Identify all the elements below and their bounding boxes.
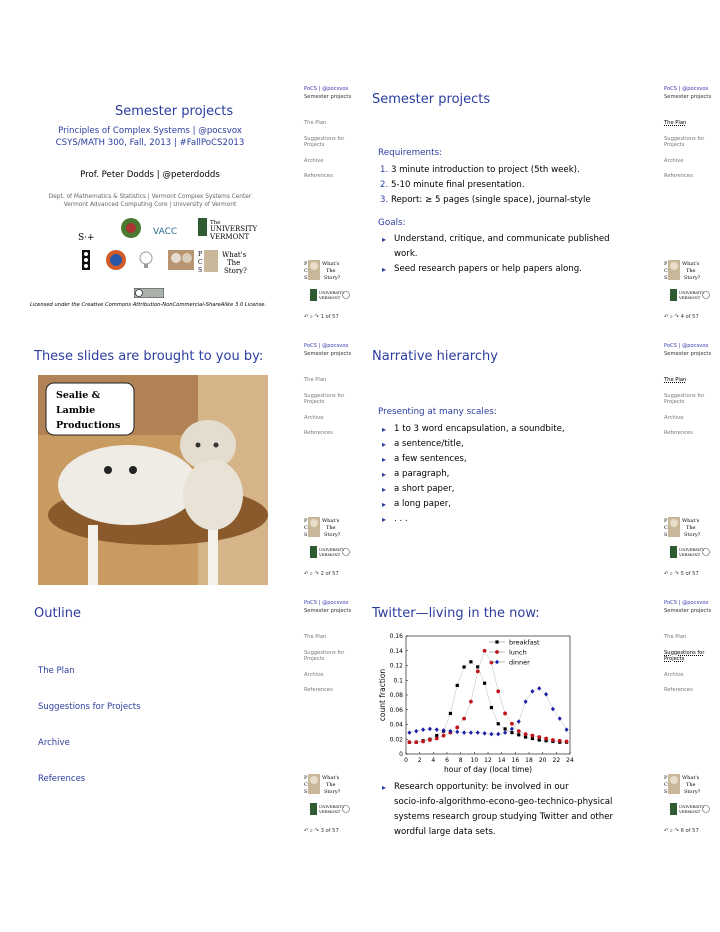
page-number: 5 of 57 xyxy=(680,571,699,577)
data-point-lunch xyxy=(544,737,548,741)
data-point-dinner xyxy=(462,730,466,735)
svg-text:Lambie: Lambie xyxy=(56,405,96,416)
data-point-dinner xyxy=(476,730,480,735)
data-point-breakfast xyxy=(517,733,520,736)
slide-title-heading: Semester projects xyxy=(115,104,234,119)
sidebar-header[interactable]: PoCS | @pocsvox xyxy=(304,600,349,606)
data-point-lunch xyxy=(537,735,541,739)
logo-letter-c: C xyxy=(664,525,668,531)
sidebar-subheader: Semester projects xyxy=(304,608,352,614)
x-tick-label: 12 xyxy=(484,757,492,764)
logo-story: Story? xyxy=(324,789,341,795)
scales-heading: Presenting at many scales: xyxy=(378,407,497,417)
x-tick-label: 6 xyxy=(445,757,449,764)
sidebar-item-archive[interactable]: Archive xyxy=(664,157,684,164)
slide-outline xyxy=(0,594,360,850)
list-item: ▸ a sentence/title, xyxy=(380,437,650,452)
x-tick-label: 16 xyxy=(511,757,520,764)
logo-whats: What's xyxy=(322,261,340,267)
data-point-lunch xyxy=(476,670,480,674)
data-point-lunch xyxy=(455,726,459,730)
sidebar-nav xyxy=(304,120,360,189)
data-point-lunch xyxy=(442,734,446,738)
sidebar-item-the-plan[interactable]: The Plan xyxy=(304,377,327,383)
data-point-dinner xyxy=(565,727,569,732)
data-point-dinner xyxy=(503,730,507,735)
svg-text:S: S xyxy=(198,267,203,274)
page-number: 1 of 57 xyxy=(320,314,339,320)
x-tick-label: 14 xyxy=(497,757,506,764)
sidebar-nav xyxy=(664,634,720,703)
course-subtitle-2: CSYS/MATH 300, Fall, 2013 | #FallPoCS2013 xyxy=(55,138,245,148)
slide-narrative-hierarchy xyxy=(360,337,720,593)
sidebar-item-the-plan[interactable]: The Plan xyxy=(664,120,687,126)
logo-whats: What's xyxy=(682,775,700,781)
list-item: ▸ Understand, critique, and communicate published work. xyxy=(380,232,650,262)
data-point-lunch xyxy=(462,717,466,721)
sidebar-item-references[interactable]: References xyxy=(304,430,333,436)
sidebar-subheader: Semester projects xyxy=(664,608,712,614)
outline-item-archive[interactable]: Archive xyxy=(38,738,70,748)
data-point-dinner xyxy=(544,692,548,697)
data-point-lunch xyxy=(483,649,487,653)
data-point-dinner xyxy=(524,699,528,704)
whats-the-story-logo xyxy=(303,258,345,282)
goals-list xyxy=(380,232,650,277)
uvm-logo-university: UNIVERSITY xyxy=(319,290,345,295)
sidebar-item-references[interactable]: References xyxy=(664,430,693,436)
data-point-lunch xyxy=(510,722,514,726)
uvm-university: UNIVERSITY xyxy=(210,225,258,233)
logo-strip xyxy=(76,214,266,274)
sidebar-header[interactable]: PoCS | @pocsvox xyxy=(664,600,709,606)
logo-the: The xyxy=(326,782,336,788)
course-subtitle-1: Principles of Complex Systems | @pocsvox xyxy=(58,126,242,136)
whats-the-story-logo xyxy=(303,772,345,796)
logo-letter-s: S xyxy=(664,532,668,538)
slide-heading: Outline xyxy=(34,606,82,621)
page-number: 6 of 57 xyxy=(680,828,699,834)
logo-story: Story? xyxy=(684,275,701,281)
slide-twitter xyxy=(360,594,720,850)
logo-letter-s: S xyxy=(304,275,308,281)
logo-letter-s: S xyxy=(304,532,308,538)
nav-arrows-icon[interactable]: ↶ ⌕ ↷ xyxy=(304,828,319,834)
y-axis-label: count fraction xyxy=(378,668,387,722)
sidebar-header[interactable]: PoCS | @pocsvox xyxy=(664,86,709,92)
goals-heading: Goals: xyxy=(378,218,406,228)
page-indicator[interactable] xyxy=(664,828,699,835)
logo-letter-s: S xyxy=(304,789,308,795)
sidebar-nav xyxy=(304,377,360,446)
nav-arrows-icon[interactable]: ↶ ⌕ ↷ xyxy=(664,828,679,834)
data-point-dinner xyxy=(537,686,541,691)
logo-the: The xyxy=(326,268,336,274)
sealie-lambie-sign xyxy=(46,383,134,435)
logo-letter-p: P xyxy=(664,518,668,524)
sidebar-subheader: Semester projects xyxy=(304,94,352,100)
sidebar-item-the-plan[interactable]: The Plan xyxy=(664,634,687,640)
data-point-breakfast xyxy=(483,682,486,685)
sidebar-item-archive[interactable]: Archive xyxy=(664,414,684,421)
uvm-logo xyxy=(310,288,350,302)
svg-text:Sealie &: Sealie & xyxy=(56,390,101,401)
uvm-logo xyxy=(670,288,710,302)
data-point-dinner xyxy=(483,731,487,736)
svg-text:The: The xyxy=(227,259,241,267)
sidebar-item-suggestions[interactable]: Suggestions for Projects xyxy=(664,392,705,405)
svg-text:VACC: VACC xyxy=(153,227,178,237)
sidebar xyxy=(660,337,720,593)
uvm-logo-vermont: VERMONT xyxy=(679,552,701,557)
slide-semester-projects xyxy=(360,80,720,336)
data-point-lunch xyxy=(408,740,412,744)
sidebar-header[interactable]: PoCS | @pocsvox xyxy=(304,86,349,92)
sidebar-item-suggestions[interactable]: Suggestions for Projects xyxy=(304,135,345,148)
x-tick-label: 18 xyxy=(525,757,533,764)
logo-letter-c: C xyxy=(664,782,668,788)
sidebar-nav xyxy=(304,634,360,703)
svg-text:S·+: S·+ xyxy=(78,233,95,243)
logo-letter-p: P xyxy=(664,775,668,781)
data-point-dinner xyxy=(421,727,425,732)
sidebar-subheader: Semester projects xyxy=(304,351,352,357)
page-number: 4 of 57 xyxy=(680,314,699,320)
outline-item-the-plan[interactable]: The Plan xyxy=(38,666,75,676)
legend-label-breakfast: breakfast xyxy=(509,638,540,647)
x-tick-label: 22 xyxy=(552,757,561,764)
uvm-the: The xyxy=(210,220,221,226)
list-item: ▸ a paragraph, xyxy=(380,467,650,482)
logo-whats: What's xyxy=(682,261,700,267)
data-point-lunch xyxy=(414,740,418,744)
uvm-logo-university: UNIVERSITY xyxy=(679,547,705,552)
data-point-dinner xyxy=(489,732,493,737)
whats-the-story-logo xyxy=(303,515,345,539)
data-point-lunch xyxy=(531,734,535,738)
x-axis-label: hour of day (local time) xyxy=(443,765,533,774)
data-point-breakfast xyxy=(469,660,472,663)
data-point-breakfast xyxy=(462,665,465,668)
sidebar-item-references[interactable]: References xyxy=(664,687,693,693)
logo-story: Story? xyxy=(684,532,701,538)
data-point-lunch xyxy=(428,738,432,742)
uvm-logo-vermont: VERMONT xyxy=(319,552,341,557)
logo-the: The xyxy=(326,525,336,531)
data-point-dinner xyxy=(469,730,473,735)
sidebar-item-suggestions[interactable]: Suggestions for Projects xyxy=(304,649,345,662)
legend-marker-breakfast xyxy=(495,640,498,643)
svg-text:Story?: Story? xyxy=(224,267,247,274)
y-tick-label: 0.06 xyxy=(389,706,403,714)
logo-letter-p: P xyxy=(304,518,308,524)
page-indicator[interactable] xyxy=(304,828,339,835)
series-line-lunch xyxy=(409,651,566,742)
x-tick-label: 20 xyxy=(538,757,547,764)
list-item: 2. 5-10 minute final presentation. xyxy=(380,180,525,190)
data-point-dinner xyxy=(414,729,418,734)
data-point-dinner xyxy=(496,732,500,737)
logo-letter-s: S xyxy=(664,275,668,281)
affiliation-2: Vermont Advanced Computing Core | University of Vermont xyxy=(63,202,237,208)
data-point-dinner xyxy=(435,727,439,732)
logo-letter-c: C xyxy=(304,268,308,274)
sidebar-item-archive[interactable]: Archive xyxy=(304,157,324,164)
data-point-dinner xyxy=(530,689,534,694)
data-point-lunch xyxy=(421,740,425,744)
logo-whats: What's xyxy=(322,518,340,524)
whats-the-story-logo-large xyxy=(198,250,247,274)
whats-the-story-logo xyxy=(663,772,705,796)
complex-systems-logo xyxy=(78,233,95,243)
sidebar-item-references[interactable]: References xyxy=(304,173,333,179)
nav-arrows-icon[interactable]: ↶ ⌕ ↷ xyxy=(304,571,319,577)
list-item: ▸ . . . xyxy=(380,512,650,527)
data-point-dinner xyxy=(428,727,432,732)
sidebar-item-archive[interactable]: Archive xyxy=(304,414,324,421)
scales-list xyxy=(380,422,650,527)
uvm-shield-icon xyxy=(198,218,207,236)
y-tick-label: 0 xyxy=(399,751,403,758)
nav-arrows-icon[interactable]: ↶ ⌕ ↷ xyxy=(664,571,679,577)
sidebar-item-suggestions[interactable]: Suggestions for Projects xyxy=(664,135,705,148)
svg-text:P: P xyxy=(198,251,203,258)
data-point-breakfast xyxy=(449,712,452,715)
sidebar xyxy=(300,594,360,850)
sidebar-item-the-plan[interactable]: The Plan xyxy=(304,634,327,640)
sidebar xyxy=(660,594,720,850)
sidebar-subheader: Semester projects xyxy=(664,351,712,357)
data-point-breakfast xyxy=(510,731,513,734)
uvm-logo-university: UNIVERSITY xyxy=(319,804,345,809)
uvm-logo-vermont: VERMONT xyxy=(319,295,341,300)
page-indicator[interactable] xyxy=(304,571,339,578)
data-point-lunch xyxy=(565,740,569,744)
sidebar-item-the-plan[interactable]: The Plan xyxy=(664,377,687,383)
legend-marker-dinner xyxy=(495,660,499,665)
sidebar-header[interactable]: PoCS | @pocsvox xyxy=(664,343,709,349)
series-line-breakfast xyxy=(409,662,566,742)
meal-tweets-chart xyxy=(374,630,594,780)
outline-item-suggestions[interactable]: Suggestions for Projects xyxy=(38,702,141,712)
sidebar-item-archive[interactable]: Archive xyxy=(664,671,684,678)
sidebar-item-suggestions[interactable]: Suggestions for Projects xyxy=(304,392,345,405)
cc-license-icon[interactable] xyxy=(134,288,164,298)
sidebar xyxy=(660,80,720,336)
uvm-logo-vermont: VERMONT xyxy=(679,295,701,300)
sealie-lambie-photo xyxy=(38,375,268,585)
uvm-logo xyxy=(310,802,350,816)
svg-text:What's: What's xyxy=(222,251,247,259)
outline-item-references[interactable]: References xyxy=(38,774,86,784)
requirements-heading: Requirements: xyxy=(378,148,443,158)
logo-whats: What's xyxy=(322,775,340,781)
y-tick-label: 0.08 xyxy=(389,692,403,699)
sidebar-header[interactable]: PoCS | @pocsvox xyxy=(304,343,349,349)
list-item: ▸ a few sentences, xyxy=(380,452,650,467)
whats-the-story-logo xyxy=(663,258,705,282)
data-point-lunch xyxy=(490,661,494,665)
list-item: ▸ a long paper, xyxy=(380,497,650,512)
x-tick-label: 0 xyxy=(404,757,408,764)
list-item: ▸ Research opportunity: be involved in our socio-info-algorithmo-econo-geo-technico-physical systems research group studying Twitter and other wordful large data sets. xyxy=(380,780,660,840)
y-tick-label: 0.1 xyxy=(393,677,403,685)
x-tick-label: 2 xyxy=(417,757,422,764)
data-point-lunch xyxy=(517,729,521,733)
affiliation-1: Dept. of Mathematics & Statistics | Vermont Complex Systems Center xyxy=(48,194,252,200)
legend-label-dinner: dinner xyxy=(509,658,530,667)
logo-letter-c: C xyxy=(304,782,308,788)
data-point-lunch xyxy=(551,738,555,742)
sidebar-item-suggestions[interactable]: Suggestions for Projects xyxy=(664,649,705,662)
x-tick-label: 4 xyxy=(431,757,436,764)
logo-letter-c: C xyxy=(664,268,668,274)
logo-letter-p: P xyxy=(664,261,668,267)
slide-heading: Semester projects xyxy=(372,92,491,107)
uvm-logo-vermont: VERMONT xyxy=(679,809,701,814)
slide-title xyxy=(0,80,360,336)
data-point-lunch xyxy=(524,732,528,736)
sidebar-subheader: Semester projects xyxy=(664,94,712,100)
x-tick-label: 10 xyxy=(470,757,479,764)
logo-the: The xyxy=(686,268,696,274)
data-point-lunch xyxy=(503,712,507,716)
logo-story: Story? xyxy=(324,275,341,281)
whats-the-story-logo xyxy=(663,515,705,539)
uvm-vermont: VERMONT xyxy=(210,233,250,241)
sidebar-nav xyxy=(664,377,720,446)
logo-the: The xyxy=(686,782,696,788)
svg-text:C: C xyxy=(198,259,203,266)
slide-heading: Twitter—living in the now: xyxy=(372,606,540,621)
slide-brought-to-you-by xyxy=(0,337,360,593)
data-point-breakfast xyxy=(497,722,500,725)
page-number: 3 of 57 xyxy=(320,828,339,834)
y-tick-label: 0.16 xyxy=(389,633,403,640)
logo-letter-c: C xyxy=(304,525,308,531)
x-tick-label: 24 xyxy=(566,757,574,764)
data-point-dinner xyxy=(455,730,459,735)
sidebar xyxy=(300,80,360,336)
list-item: ▸ 1 to 3 word encapsulation, a soundbite, xyxy=(380,422,650,437)
sidebar-item-references[interactable]: References xyxy=(664,173,693,179)
data-point-lunch xyxy=(496,689,500,693)
data-point-dinner xyxy=(407,730,411,735)
data-point-lunch xyxy=(469,700,473,704)
sidebar-nav xyxy=(664,120,720,189)
page-indicator[interactable] xyxy=(664,314,699,321)
list-item: ▸ Seed research papers or help papers along. xyxy=(380,262,650,277)
logo-letter-s: S xyxy=(664,789,668,795)
page-indicator[interactable] xyxy=(304,314,339,321)
page-number: 2 of 57 xyxy=(320,571,339,577)
data-point-breakfast xyxy=(503,727,506,730)
uvm-logo-university: UNIVERSITY xyxy=(679,804,705,809)
uvm-logo xyxy=(670,802,710,816)
vacc-logo xyxy=(153,227,177,237)
y-tick-label: 0.02 xyxy=(389,736,403,744)
sidebar-item-references[interactable]: References xyxy=(304,687,333,693)
x-tick-label: 8 xyxy=(458,757,463,764)
sidebar-item-archive[interactable]: Archive xyxy=(304,671,324,678)
slide-heading: These slides are brought to you by: xyxy=(34,349,264,364)
traffic-light-icon xyxy=(82,250,90,270)
nav-arrows-icon[interactable]: ↶ ⌕ ↷ xyxy=(304,314,319,320)
legend-label-lunch: lunch xyxy=(509,648,527,657)
logo-letter-p: P xyxy=(304,261,308,267)
lightbulb-icon xyxy=(140,252,152,268)
logo-whats: What's xyxy=(682,518,700,524)
list-item: ▸ a short paper, xyxy=(380,482,650,497)
twitter-bullets xyxy=(380,780,660,840)
legend-marker-lunch xyxy=(495,650,499,654)
logo-story: Story? xyxy=(324,532,341,538)
nav-arrows-icon[interactable]: ↶ ⌕ ↷ xyxy=(664,314,679,320)
uvm-logo xyxy=(670,545,710,559)
data-point-lunch xyxy=(435,737,439,741)
data-point-breakfast xyxy=(490,706,493,709)
list-item: 3. Report: ≥ 5 pages (single space), journal-style xyxy=(380,195,591,205)
logo-the: The xyxy=(686,525,696,531)
data-point-lunch xyxy=(558,739,562,743)
sidebar xyxy=(300,337,360,593)
y-tick-label: 0.14 xyxy=(389,647,403,655)
y-tick-label: 0.12 xyxy=(389,662,403,670)
logo-story: Story? xyxy=(684,789,701,795)
svg-text:Productions: Productions xyxy=(56,420,121,431)
page-indicator[interactable] xyxy=(664,571,699,578)
logo-letter-p: P xyxy=(304,775,308,781)
slide-heading: Narrative hierarchy xyxy=(372,349,498,364)
requirements-list xyxy=(380,163,591,208)
sidebar-item-the-plan[interactable]: The Plan xyxy=(304,120,327,126)
uvm-logo-university: UNIVERSITY xyxy=(679,290,705,295)
y-tick-label: 0.04 xyxy=(389,721,403,729)
license-text: Licensed under the Creative Commons Attribution-NonCommercial-ShareAlike 3.0 License. xyxy=(30,302,267,308)
uvm-logo-university: UNIVERSITY xyxy=(319,547,345,552)
author: Prof. Peter Dodds | @peterdodds xyxy=(80,170,220,180)
data-point-breakfast xyxy=(456,684,459,687)
uvm-logo xyxy=(310,545,350,559)
list-item: 1. 3 minute introduction to project (5th week). xyxy=(380,165,580,175)
uvm-logo-vermont: VERMONT xyxy=(319,809,341,814)
